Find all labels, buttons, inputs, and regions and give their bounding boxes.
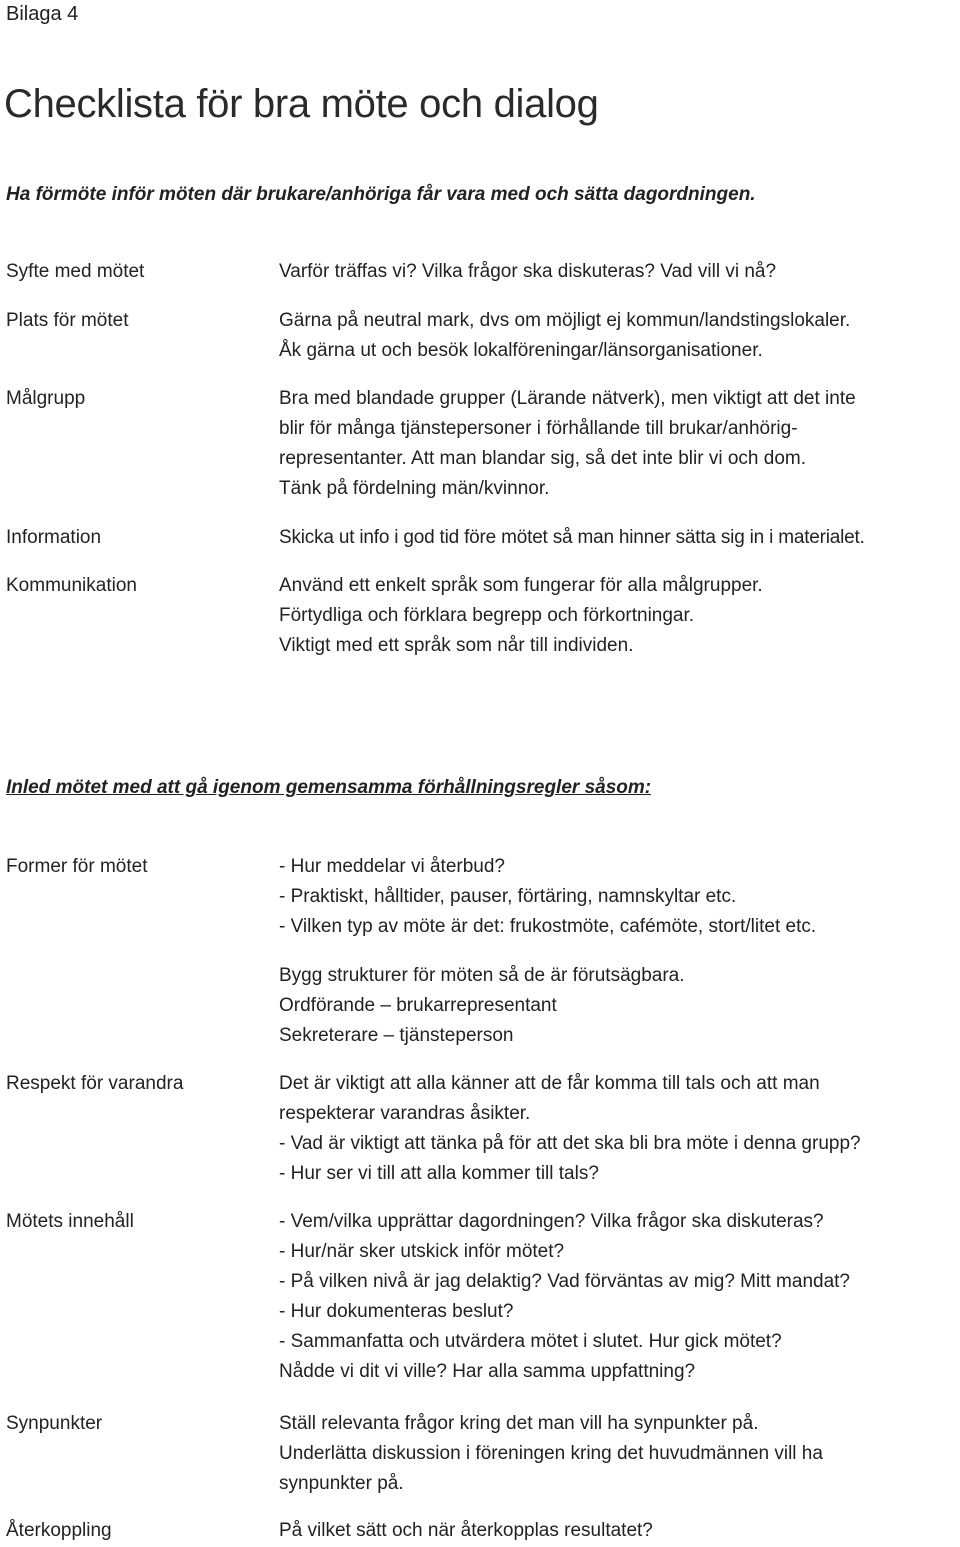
content-information (279, 523, 865, 553)
text-line: synpunkter på. (279, 1473, 404, 1494)
label-respekt: Respekt för varandra (6, 1073, 184, 1094)
text-line: Bra med blandade grupper (Lärande nätverk), men viktigt att det inte (279, 388, 856, 409)
content-malgrupp (279, 384, 856, 504)
text-line: Sekreterare – tjänsteperson (279, 1025, 514, 1046)
intro-text: Ha förmöte inför möten där brukare/anhöriga får vara med och sätta dagordningen. (6, 184, 756, 205)
text-line: Skicka ut info i god tid före mötet så man hinner sätta sig in i materialet. (279, 527, 865, 548)
text-line: - Hur meddelar vi återbud? (279, 856, 505, 877)
content-struktur (279, 961, 685, 1051)
text-line: Nådde vi dit vi ville? Har alla samma uppfattning? (279, 1361, 696, 1382)
content-kommunikation (279, 571, 763, 661)
label-innehall: Mötets innehåll (6, 1211, 134, 1232)
text-line: Tänk på fördelning män/kvinnor. (279, 478, 550, 499)
text-line: Viktigt med ett språk som når till individen. (279, 635, 634, 656)
section-heading: Inled mötet med att gå igenom gemensamma förhållningsregler såsom: (6, 777, 652, 798)
text-line: - Vad är viktigt att tänka på för att det ska bli bra möte i denna grupp? (279, 1133, 861, 1154)
content-synpunkter (279, 1409, 823, 1499)
content-innehall (279, 1207, 850, 1387)
text-line: Bygg strukturer för möten så de är förutsägbara. (279, 965, 685, 986)
appendix-label: Bilaga 4 (6, 3, 79, 25)
text-line: - Hur/när sker utskick inför mötet? (279, 1241, 565, 1262)
text-line: Ställ relevanta frågor kring det man vill ha synpunkter på. (279, 1413, 759, 1434)
text-line: - På vilken nivå är jag delaktig? Vad förväntas av mig? Mitt mandat? (279, 1271, 850, 1292)
content-plats (279, 306, 850, 366)
content-respekt (279, 1069, 861, 1189)
label-syfte: Syfte med mötet (6, 261, 145, 282)
label-information: Information (6, 527, 102, 548)
label-kommunikation: Kommunikation (6, 575, 137, 596)
text-line: Gärna på neutral mark, dvs om möjligt ej kommun/landstingslokaler. (279, 310, 851, 331)
text-line: Använd ett enkelt språk som fungerar för alla målgrupper. (279, 575, 763, 596)
text-line: - Sammanfatta och utvärdera mötet i slutet. Hur gick mötet? (279, 1331, 782, 1352)
text-line: Ordförande – brukarrepresentant (279, 995, 557, 1016)
text-line: På vilket sätt och när återkopplas resultatet? (279, 1520, 653, 1541)
label-synpunkter: Synpunkter (6, 1413, 103, 1434)
text-line: - Praktiskt, hålltider, pauser, förtäring, namnskyltar etc. (279, 886, 737, 907)
content-syfte (279, 257, 776, 287)
text-line: Underlätta diskussion i föreningen kring det huvudmännen vill ha (279, 1443, 823, 1464)
label-plats: Plats för mötet (6, 310, 129, 331)
label-aterkoppling: Återkoppling (6, 1520, 112, 1541)
text-line: Åk gärna ut och besök lokalföreningar/länsorganisationer. (279, 340, 763, 361)
text-line: representanter. Att man blandar sig, så det inte blir vi och dom. (279, 448, 807, 469)
text-line: Förtydliga och förklara begrepp och förkortningar. (279, 605, 695, 626)
text-line: Varför träffas vi? Vilka frågor ska diskuteras? Vad vill vi nå? (279, 261, 777, 282)
text-line: blir för många tjänstepersoner i förhållande till brukar/anhörig- (279, 418, 798, 439)
label-malgrupp: Målgrupp (6, 388, 86, 409)
text-line: - Hur dokumenteras beslut? (279, 1301, 514, 1322)
content-aterkoppling (279, 1516, 653, 1546)
text-line: Det är viktigt att alla känner att de får komma till tals och att man (279, 1073, 820, 1094)
text-line: - Vilken typ av möte är det: frukostmöte, cafémöte, stort/litet etc. (279, 916, 817, 937)
content-former (279, 852, 816, 942)
text-line: - Vem/vilka upprättar dagordningen? Vilka frågor ska diskuteras? (279, 1211, 824, 1232)
label-former: Former för mötet (6, 856, 148, 877)
page-title: Checklista för bra möte och dialog (4, 82, 599, 126)
text-line: respekterar varandras åsikter. (279, 1103, 531, 1124)
text-line: - Hur ser vi till att alla kommer till tals? (279, 1163, 599, 1184)
